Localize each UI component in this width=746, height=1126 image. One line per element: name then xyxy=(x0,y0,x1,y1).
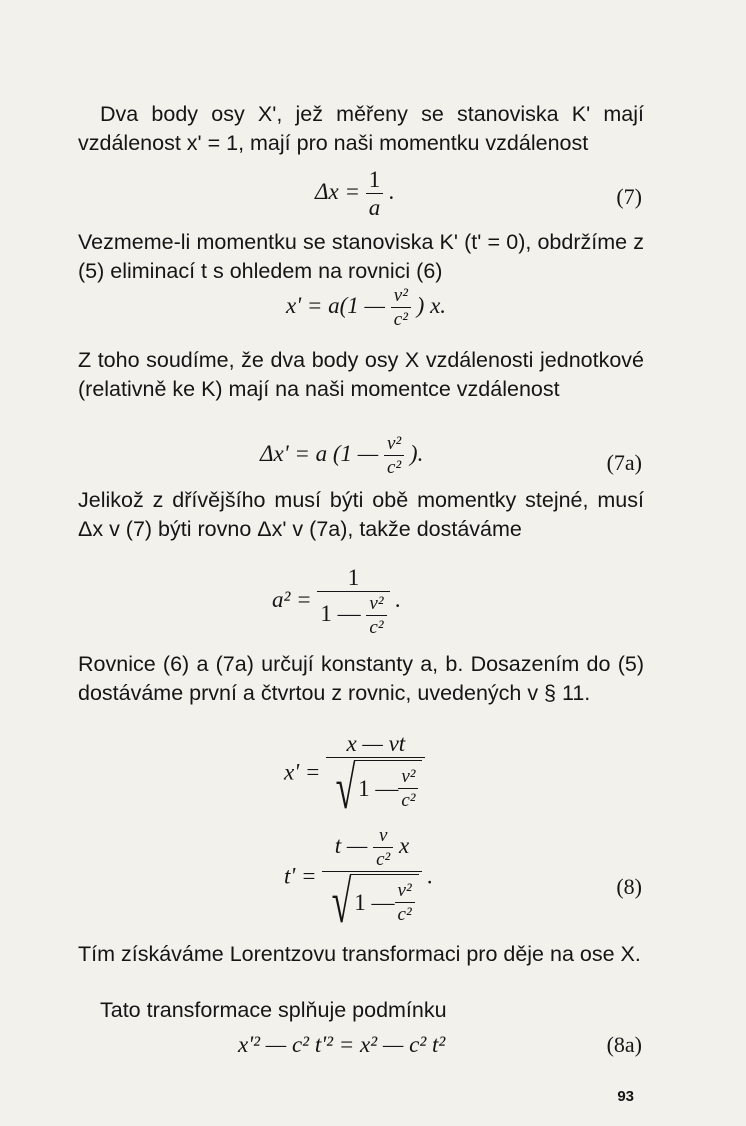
eq8x-fraction xyxy=(326,731,425,821)
eq7a-lhs: Δx' = a (1 — xyxy=(260,440,379,466)
paragraph-7: Tato transformace splňuje podmínku xyxy=(100,998,447,1022)
eq8t-root-prefix: 1 — xyxy=(354,890,395,915)
equation-x-prime xyxy=(0,285,746,330)
eqx-denominator: c² xyxy=(391,307,411,329)
eq8x-lhs: x' = xyxy=(284,759,321,785)
eq8x-sqrt xyxy=(329,755,422,821)
equation-8-t xyxy=(0,825,746,935)
eq8t-fraction xyxy=(322,825,421,935)
eqa2-denominator xyxy=(317,591,389,637)
eqa2-lhs: a² = xyxy=(272,586,312,612)
eqa2-den-prefix: 1 — xyxy=(320,600,361,626)
eq8t-numerator xyxy=(332,826,412,871)
eq8x-denominator xyxy=(326,755,425,821)
eq8t-num-post: x xyxy=(399,832,410,858)
equation-a-squared xyxy=(0,565,746,638)
eq8x-root-prefix: 1 — xyxy=(358,776,399,801)
eq7-denominator: a xyxy=(366,193,384,219)
paragraph-6: Tím získáváme Lorentzovu transformaci pro děje na ose X. xyxy=(78,942,641,966)
eq8t-num-prefix: t — xyxy=(334,832,368,858)
equation-8a xyxy=(0,1030,746,1057)
paragraph-2: Vezmeme-li momentku se stanoviska K' (t' = 0), obdržíme z (5) eliminací t s ohledem na rovnici (6) xyxy=(78,230,644,283)
eqa2-inner-numerator: v² xyxy=(369,593,384,614)
eq8a-label: (8a) xyxy=(606,1032,642,1057)
eq8t-root-denominator: c² xyxy=(395,902,415,924)
paragraph-4: Jelikož z dřívějšího musí býti obě momentky stejné, musí Δx v (7) býti rovno Δx' v (7a), takže dostáváme xyxy=(78,488,644,541)
eq8t-tail: . xyxy=(427,863,434,889)
eq8t-num-fraction xyxy=(373,826,393,869)
sqrt-icon: √ xyxy=(331,869,352,935)
eq7a-tail: ). xyxy=(409,440,424,466)
eq8x-root-fraction xyxy=(398,767,418,810)
eq7a-denominator: c² xyxy=(384,455,404,477)
eq8-label: (8) xyxy=(616,874,642,899)
eq8t-lhs: t' = xyxy=(284,863,317,889)
eq8x-root-denominator: c² xyxy=(398,788,418,810)
eqx-numerator: v² xyxy=(393,285,408,306)
eq8t-denominator xyxy=(322,869,421,935)
equation-7a xyxy=(0,433,746,478)
eqa2-inner-fraction xyxy=(366,594,386,637)
eqx-lhs: x' = a(1 — xyxy=(286,292,386,318)
eqx-tail: ) x. xyxy=(416,292,447,318)
eq8a-expression: x'² — c² t'² = x² — c² t² xyxy=(238,1032,446,1057)
eq7-label: (7) xyxy=(616,184,642,209)
eq7-fraction xyxy=(366,168,384,219)
eq7a-fraction xyxy=(384,434,404,477)
paragraph-1: Dva body osy X', jež měřeny se stanoviska K' mají vzdálenost x' = 1, mají pro naši momentku vzdálenost xyxy=(78,102,644,155)
eq7-lhs: Δx = xyxy=(315,178,360,204)
eqa2-fraction xyxy=(317,566,389,637)
paragraph-5: Rovnice (6) a (7a) určují konstanty a, b. Dosazením do (5) dostáváme první a čtvrtou z rovnic, uvedených v § 11. xyxy=(78,652,644,705)
page-number: 93 xyxy=(617,1088,634,1105)
eq8t-num-denominator: c² xyxy=(373,847,393,869)
eqa2-inner-denominator: c² xyxy=(366,615,386,637)
equation-8-x xyxy=(0,731,746,821)
eqx-fraction xyxy=(391,286,411,329)
eq8x-numerator: x — vt xyxy=(346,731,406,756)
eq7a-label: (7a) xyxy=(606,450,642,475)
eq8t-root-numerator: v² xyxy=(397,880,412,901)
eq8t-num-numerator: v xyxy=(378,825,388,846)
eq7-tail: . xyxy=(388,178,395,204)
eqa2-numerator: 1 xyxy=(347,565,360,590)
eq7a-numerator: v² xyxy=(387,433,402,454)
eq8t-root-fraction xyxy=(395,881,415,924)
eq7-numerator: 1 xyxy=(368,167,381,192)
eq8t-sqrt xyxy=(325,869,418,935)
eqa2-tail: . xyxy=(395,586,402,612)
eq8x-root-numerator: v² xyxy=(401,766,416,787)
sqrt-icon: √ xyxy=(335,755,356,821)
paragraph-3: Z toho soudíme, že dva body osy X vzdálenosti jednotkové (relativně ke K) mají na naši momentce vzdálenost xyxy=(78,348,644,401)
equation-7 xyxy=(0,167,746,220)
